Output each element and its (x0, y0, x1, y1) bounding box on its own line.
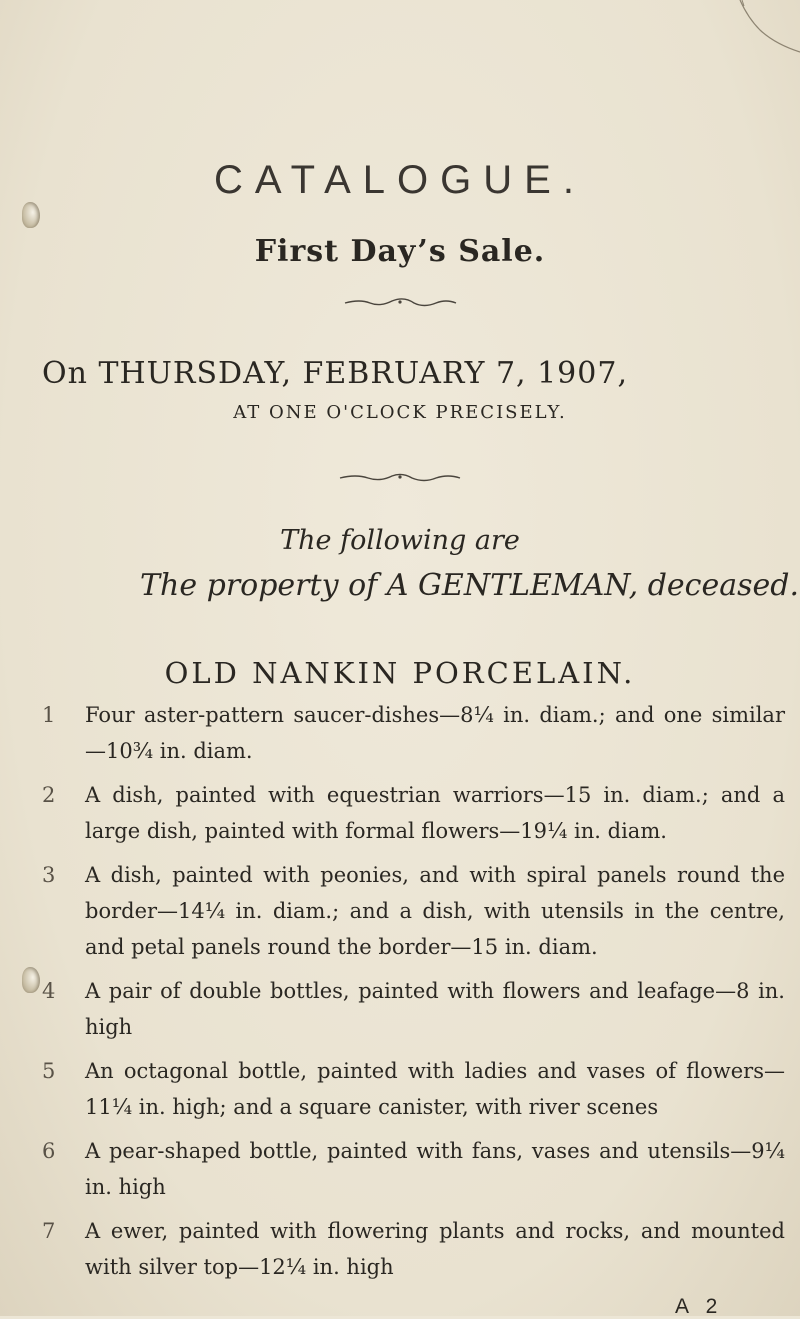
sale-date: On THURSDAY, FEBRUARY 7, 1907, (42, 356, 628, 391)
intro-text: The following are (280, 525, 520, 556)
lot-number: 3 (42, 863, 56, 887)
binding-hole-top (22, 202, 40, 228)
property-owner: The property of A GENTLEMAN, deceased. (140, 568, 799, 603)
sale-time: AT ONE O'CLOCK PRECISELY. (233, 402, 567, 423)
catalogue-title: CATALOGUE. (214, 158, 586, 202)
signature-mark: A 2 (675, 1295, 724, 1318)
lot-description: An octagonal bottle, painted with ladies and vases of flowers—11¼ in. high; and a square canister, with river scenes (85, 1059, 785, 1119)
lot-description: A pair of double bottles, painted with flowers and leafage—8 in. high (85, 979, 785, 1039)
binding-hole-bottom (22, 967, 40, 993)
sale-subtitle: First Day’s Sale. (254, 234, 546, 269)
ornament-divider-bottom (0, 470, 800, 484)
page-corner-fold (730, 0, 800, 60)
lot-description: A ewer, painted with flowering plants and rocks, and mounted with silver top—12¼ in. high (85, 1219, 785, 1279)
lot-description: Four aster-pattern saucer-dishes—8¼ in. diam.; and one similar—10¾ in. diam. (85, 703, 785, 763)
lot-description: A pear-shaped bottle, painted with fans, vases and utensils—9¼ in. high (85, 1139, 785, 1199)
lot-number: 4 (42, 979, 56, 1003)
lot-description: A dish, painted with peonies, and with spiral panels round the border—14¼ in. diam.; and a dish, with utensils in the centre, and petal panels round the border—15 in. diam. (85, 863, 785, 959)
lot-number: 2 (42, 783, 56, 807)
lot-description: A dish, painted with equestrian warriors—15 in. diam.; and a large dish, painted with formal flowers—19¼ in. diam. (85, 783, 785, 843)
lot-number: 5 (42, 1059, 56, 1083)
section-heading: OLD NANKIN PORCELAIN. (164, 656, 636, 690)
lot-number: 7 (42, 1219, 56, 1243)
lot-number: 1 (42, 703, 56, 727)
lot-number: 6 (42, 1139, 56, 1163)
ornament-divider-top (0, 295, 800, 309)
